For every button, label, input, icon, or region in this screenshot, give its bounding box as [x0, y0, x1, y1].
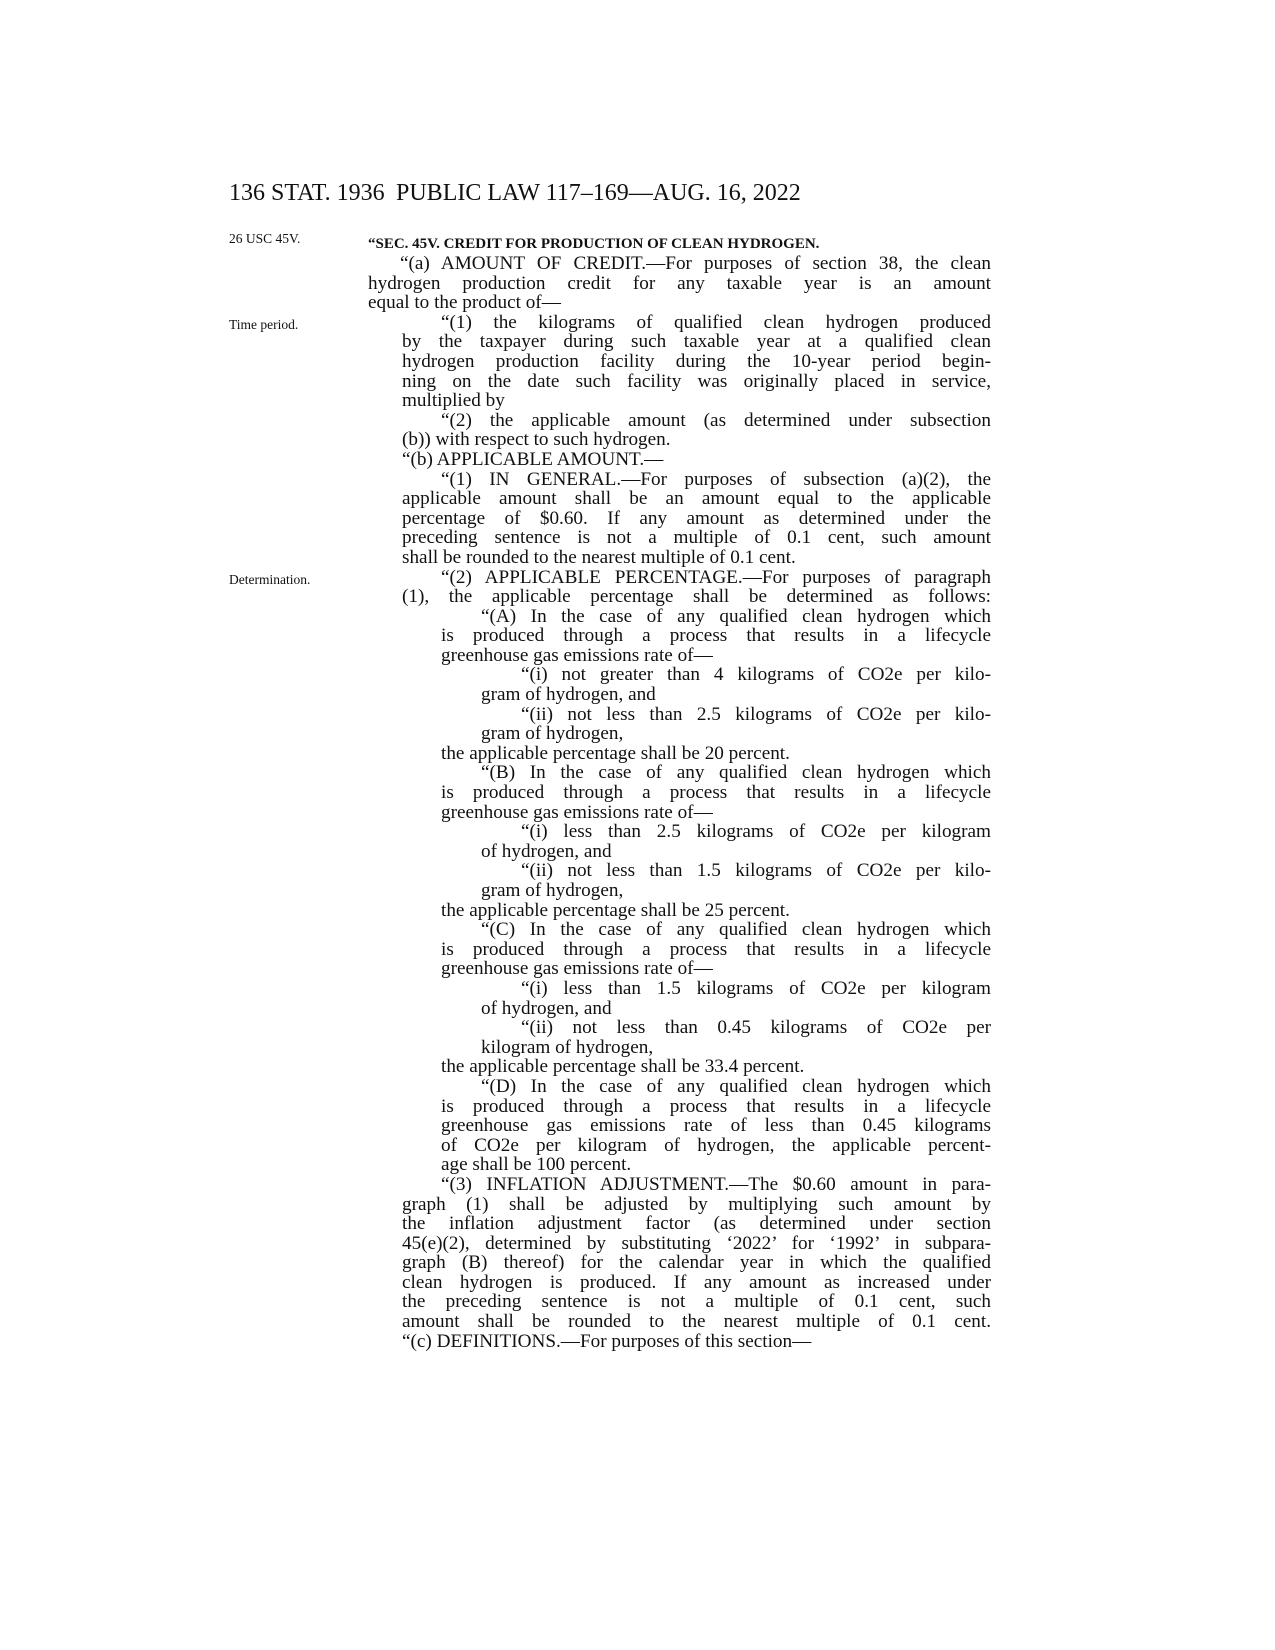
text-line: the applicable percentage shall be 25 percent. [441, 899, 790, 921]
text-line: multiplied by [402, 390, 505, 412]
text-line: “(2) the applicable amount (as determined under subsection [441, 409, 991, 431]
text-line: graph (1) shall be adjusted by multiplying such amount by [402, 1193, 991, 1215]
text-line: “(c) DEFINITIONS.—For purposes of this section— [402, 1330, 812, 1352]
text-line: is produced through a process that results in a lifecycle [441, 1095, 991, 1117]
text-line: the applicable percentage shall be 20 percent. [441, 742, 790, 764]
text-line: ning on the date such facility was originally placed in service, [402, 370, 991, 392]
text-line: 45(e)(2), determined by substituting ‘2022’ for ‘1992’ in subpara- [402, 1232, 991, 1254]
text-line: “(2) APPLICABLE PERCENTAGE.—For purposes of paragraph [441, 566, 991, 588]
section-body [368, 254, 991, 1351]
text-line: greenhouse gas emissions rate of— [441, 958, 713, 980]
text-line: by the taxpayer during such taxable year at a qualified clean [402, 331, 991, 353]
text-line: “(1) the kilograms of qualified clean hydrogen produced [441, 311, 991, 333]
text-line: clean hydrogen is produced. If any amount as increased under [402, 1271, 991, 1293]
text-line: “(i) less than 1.5 kilograms of CO2e per kilogram [521, 977, 991, 999]
text-line: gram of hydrogen, [481, 880, 624, 901]
text-line: “(C) In the case of any qualified clean hydrogen which [481, 919, 991, 941]
text-line: applicable amount shall be an amount equal to the applicable [402, 488, 991, 510]
text-line: “(3) INFLATION ADJUSTMENT.—The $0.60 amount in para- [441, 1173, 991, 1195]
margin-note-determination: Determination. [229, 572, 311, 587]
text-line: “(i) not greater than 4 kilograms of CO2e per kilo- [521, 664, 991, 686]
text-line: “(A) In the case of any qualified clean hydrogen which [481, 605, 991, 627]
margin-note-time-period: Time period. [229, 317, 299, 332]
text-line: gram of hydrogen, [481, 723, 624, 745]
text-line: the inflation adjustment factor (as determined under section [402, 1213, 991, 1235]
text-line: “(ii) not less than 1.5 kilograms of CO2e per kilo- [521, 860, 991, 882]
text-line: of hydrogen, and [481, 840, 612, 862]
text-line: gram of hydrogen, and [481, 684, 656, 706]
text-line: equal to the product of— [368, 292, 561, 314]
text-line: “(ii) not less than 2.5 kilograms of CO2e per kilo- [521, 703, 991, 725]
page-header [229, 180, 1029, 220]
text-line: greenhouse gas emissions rate of— [441, 644, 713, 666]
text-line: preceding sentence is not a multiple of 0.1 cent, such amount [402, 527, 991, 549]
text-line: amount shall be rounded to the nearest multiple of 0.1 cent. [402, 1311, 991, 1333]
text-line: of hydrogen, and [481, 997, 612, 1019]
text-line: of CO2e per kilogram of hydrogen, the applicable percent- [441, 1134, 991, 1156]
text-line: is produced through a process that results in a lifecycle [441, 625, 991, 647]
text-line: “(B) In the case of any qualified clean hydrogen which [481, 762, 991, 784]
public-law-citation: PUBLIC LAW 117–169—AUG. 16, 2022 [396, 180, 801, 206]
text-line: shall be rounded to the nearest multiple of 0.1 cent. [402, 546, 796, 568]
text-line: “(1) IN GENERAL.—For purposes of subsection (a)(2), the [441, 468, 991, 490]
text-line: greenhouse gas emissions rate of— [441, 801, 713, 823]
text-line: hydrogen production facility during the 10-year period begin- [402, 350, 991, 372]
text-line: (1), the applicable percentage shall be determined as follows: [402, 586, 991, 608]
text-line: “(D) In the case of any qualified clean hydrogen which [481, 1075, 991, 1097]
text-line: the preceding sentence is not a multiple of 0.1 cent, such [402, 1291, 991, 1313]
text-line: graph (B) thereof) for the calendar year in which the qualified [402, 1252, 991, 1274]
text-line: age shall be 100 percent. [441, 1154, 632, 1176]
text-line: hydrogen production credit for any taxable year is an amount [368, 272, 991, 294]
text-line: percentage of $0.60. If any amount as determined under the [402, 507, 991, 529]
text-line: is produced through a process that results in a lifecycle [441, 782, 991, 804]
text-line: (b)) with respect to such hydrogen. [402, 429, 671, 451]
text-line: “(b) APPLICABLE AMOUNT.— [402, 448, 664, 470]
text-line: is produced through a process that results in a lifecycle [441, 938, 991, 960]
text-line: “(i) less than 2.5 kilograms of CO2e per kilogram [521, 821, 991, 843]
margin-note-usc: 26 USC 45V. [229, 231, 301, 246]
text-line: “(a) AMOUNT OF CREDIT.—For purposes of section 38, the clean [400, 253, 991, 274]
stat-page-number: 136 STAT. 1936 [229, 180, 385, 206]
text-line: “(ii) not less than 0.45 kilograms of CO2e per [521, 1017, 991, 1039]
text-line: kilogram of hydrogen, [481, 1036, 654, 1058]
section-title: “SEC. 45V. CREDIT FOR PRODUCTION OF CLEAN HYDROGEN. [368, 236, 820, 252]
text-line: greenhouse gas emissions rate of less than 0.45 kilograms [441, 1115, 991, 1137]
text-line: the applicable percentage shall be 33.4 percent. [441, 1056, 805, 1078]
